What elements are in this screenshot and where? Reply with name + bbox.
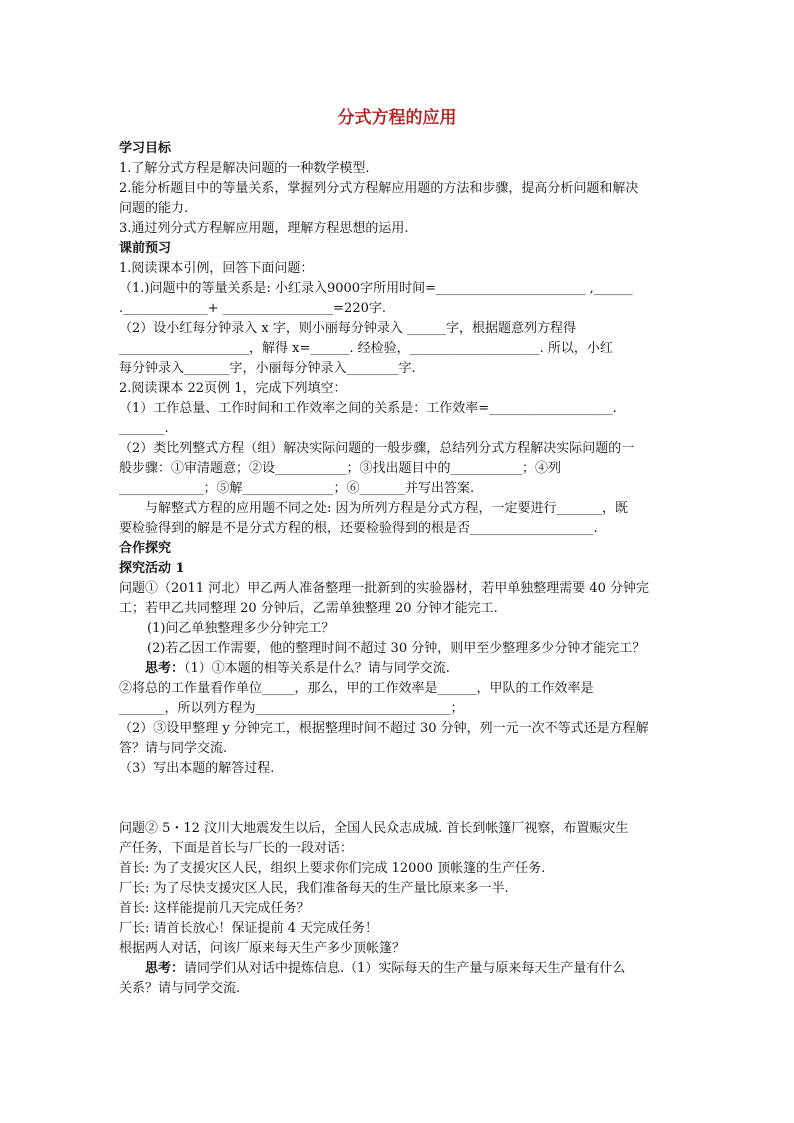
text-line: 2.阅读课本 22页例 1，完成下列填空： xyxy=(119,381,347,396)
text-line: ②将总的工作量看作单位_____，那么，甲的工作效率是______，甲队的工作效率是 xyxy=(119,681,594,696)
text-line: 问题的能力. xyxy=(119,201,189,216)
text-line: （2）设小红每分钟录入 x 字，则小丽每分钟录入 ______字，根据题意列方程得 xyxy=(119,321,576,336)
text-line: 与解整式方程的应用题不同之处: 因为所列方程是分式方程，一定要进行_______，既 xyxy=(145,501,629,516)
text-line: （1.)问题中的等量关系是: 小红录入9000字所用时间=_______________________ ,______ xyxy=(119,281,633,296)
text-line: ____________________，解得 x=______. 经检验，____________________. 所以，小红 xyxy=(119,341,613,356)
text-line: 2.能分析题目中的等量关系，掌握列分式方程解应用题的方法和步骤，提高分析问题和解决 xyxy=(119,181,639,196)
text-line: 3.通过列分式方程解应用题，理解方程思想的运用. xyxy=(119,221,409,236)
text-line: 思考：（1）①本题的相等关系是什么？请与同学交流. xyxy=(145,661,450,676)
text-line: 思考：请同学们从对话中提炼信息.（1）实际每天的生产量与原来每天生产量有什么 xyxy=(145,961,626,976)
text-line: 根据两人对话，问该厂原来每天生产多少顶帐篷？ xyxy=(119,941,406,956)
text-line: （3）写出本题的解答过程. xyxy=(119,761,275,776)
text-line: 要检验得到的解是不是分式方程的根，还要检验得到的根是否___________________. xyxy=(119,521,598,536)
section-heading: 学习目标 xyxy=(119,141,172,156)
text-line: 问题② 5・12 汶川大地震发生以后，全国人民众志成城. 首长到帐篷厂视察，布置赈灾生 xyxy=(119,821,629,836)
text-line: ._____________+ _________________=220字. xyxy=(119,301,386,316)
text-line: _______，所以列方程为______________________________； xyxy=(119,701,464,716)
section-heading: 合作探究 xyxy=(119,541,172,556)
text-line: _______. xyxy=(119,421,169,436)
text-line: 般步骤：①审清题意；②设___________；③找出题目中的___________；④列 xyxy=(119,461,562,476)
text-line: 厂长: 请首长放心！保证提前 4 天完成任务！ xyxy=(119,921,379,936)
text-line: 问题①（2011 河北）甲乙两人准备整理一批新到的实验器材，若甲单独整理需要 40 分钟完 xyxy=(119,581,650,596)
text-line: (1)问乙单独整理多少分钟完工？ xyxy=(147,621,335,636)
text-line: 1.阅读课本引例，回答下面问题： xyxy=(119,261,314,276)
text-line: （2）③设甲整理 y 分钟完工，根据整理时间不超过 30 分钟，列一元一次不等式还是方程解 xyxy=(119,721,649,736)
section-heading: 探究活动 1 xyxy=(119,561,185,576)
text-line: （2）类比列整式方程（组）解决实际问题的一般步骤，总结列分式方程解决实际问题的一 xyxy=(119,441,635,456)
text-line: 厂长: 为了尽快支援灾区人民，我们准备每天的生产量比原来多一半. xyxy=(119,881,509,896)
think-label: 思考： xyxy=(145,661,185,676)
think-label: 思考： xyxy=(145,961,185,976)
document-page xyxy=(119,105,675,999)
text-line: _____________；⑤解______________；⑥_______并写出答案. xyxy=(119,481,475,496)
blank-gap xyxy=(119,779,675,819)
page-title: 分式方程的应用 xyxy=(337,108,457,128)
text-line: 首长: 为了支援灾区人民，组织上要求你们完成 12000 顶帐篷的生产任务. xyxy=(119,861,546,876)
text-line: (2)若乙因工作需要，他的整理时间不超过 30 分钟，则甲至少整理多少分钟才能完工？ xyxy=(147,641,646,656)
text-line: 产任务，下面是首长与厂长的一段对话： xyxy=(119,841,354,856)
text-line: （1）工作总量、工作时间和工作效率之间的关系是：工作效率=___________________. xyxy=(119,401,617,416)
text-line: 每分钟录入_______字，小丽每分钟录入________字. xyxy=(119,361,416,376)
text-line: 1.了解分式方程是解决问题的一种数学模型. xyxy=(119,161,370,176)
text-line: 答？请与同学交流. xyxy=(119,741,228,756)
text-line: 工；若甲乙共同整理 20 分钟后，乙需单独整理 20 分钟才能完工. xyxy=(119,601,498,616)
text-line: 首长: 这样能提前几天完成任务？ xyxy=(119,901,310,916)
text-line: 关系？请与同学交流. xyxy=(119,981,241,996)
document-body xyxy=(119,139,675,999)
section-heading: 课前预习 xyxy=(119,241,172,256)
